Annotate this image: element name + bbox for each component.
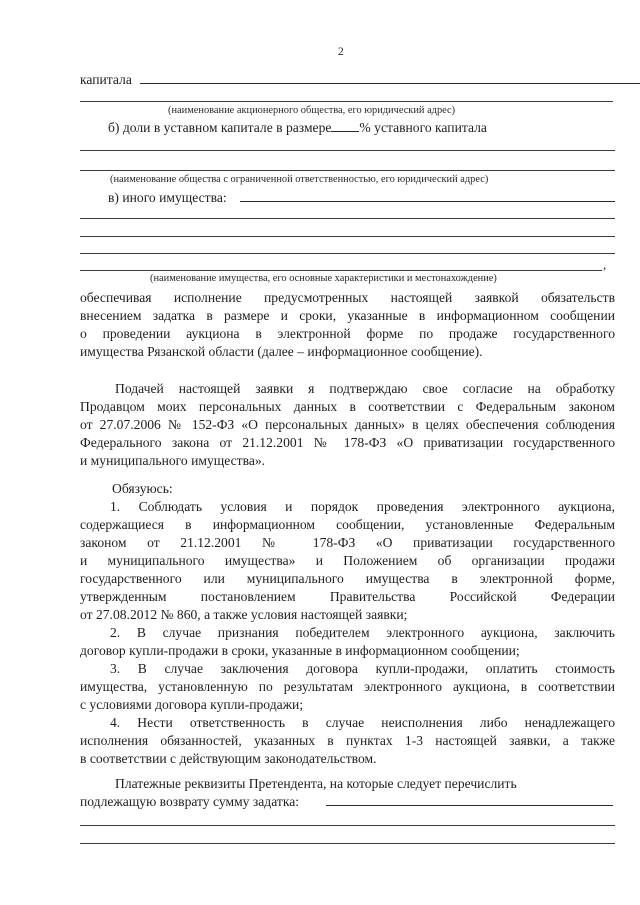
obligation-line: 3. В случае заключения договора купли-продажи, оплатить стоимость bbox=[110, 661, 615, 676]
capital-label: капитала bbox=[80, 72, 132, 87]
para2-line-3: от 27.07.2006 № 152-ФЗ «О персональных данных» в целях обеспечения соблюдения bbox=[80, 417, 615, 432]
obligation-line: исполнения обязанностей, указанных в пунктах 1-3 настоящей заявки, а также bbox=[80, 733, 615, 748]
joint-stock-caption: (наименование акционерного общества, его юридический адрес) bbox=[168, 105, 456, 116]
para1-line-2: внесением задатка в размере и сроки, указанные в информационном сообщении bbox=[80, 308, 615, 323]
property-caption: (наименование имущества, его основные характеристики и местонахождение) bbox=[150, 273, 497, 284]
share-suffix: % уставного капитала bbox=[359, 120, 487, 135]
share-percent-blank[interactable] bbox=[331, 120, 359, 132]
share-prefix: б) доли в уставном капитале в размере bbox=[108, 120, 332, 135]
payment-blank-line-3[interactable] bbox=[80, 843, 615, 844]
capital-blank-line-2[interactable] bbox=[80, 101, 613, 102]
para2-line-4: Федерального закона от 21.12.2001 № 178-ФЗ «О приватизации государственного bbox=[80, 435, 615, 450]
other-property-blank-line-5[interactable] bbox=[80, 270, 602, 271]
payment-line-1: Платежные реквизиты Претендента, на которые следует перечислить bbox=[115, 776, 517, 791]
other-property-blank-line-3[interactable] bbox=[80, 236, 615, 237]
other-property-blank-line-2[interactable] bbox=[80, 218, 615, 219]
obligation-line: 4. Нести ответственность в случае неисполнения либо ненадлежащего bbox=[110, 715, 615, 730]
para2-line-5: и муниципального имущества». bbox=[80, 453, 266, 468]
capital-line bbox=[80, 72, 615, 88]
obligation-line: государственного или муниципального имущества в электронной форме, bbox=[80, 571, 615, 586]
page-number: 2 bbox=[338, 46, 344, 58]
para1-line-3: о проведении аукциона в электронной форме по продаже государственного bbox=[80, 326, 615, 341]
payment-label: подлежащую возврату сумму задатка: bbox=[80, 794, 300, 809]
other-property-comma: , bbox=[603, 257, 607, 272]
obligations-heading: Обязуюсь: bbox=[112, 481, 173, 496]
obligation-line: законом от 21.12.2001 № 178-ФЗ «О приватизации государственного bbox=[80, 535, 615, 550]
other-property-line bbox=[108, 190, 615, 206]
para1-line-4: имущества Рязанской области (далее – информационное сообщение). bbox=[80, 344, 483, 359]
obligation-line: утвержденным постановлением Правительства Российской Федерации bbox=[80, 589, 615, 604]
obligation-line: с условиями договора купли-продажи; bbox=[80, 697, 304, 712]
obligation-line: содержащиеся в информационном сообщении, установленные Федеральным bbox=[80, 517, 615, 532]
share-blank-line-1[interactable] bbox=[80, 150, 615, 151]
other-property-label: в) иного имущества: bbox=[108, 190, 227, 205]
obligation-line: от 27.08.2012 № 860, а также условия настоящей заявки; bbox=[80, 607, 408, 622]
capital-blank-line[interactable] bbox=[140, 83, 640, 84]
other-property-blank-line-4[interactable] bbox=[80, 253, 615, 254]
obligation-line: 1. Соблюдать условия и порядок проведения электронного аукциона, bbox=[110, 499, 615, 514]
obligation-line: 2. В случае признания победителем электронного аукциона, заключить bbox=[110, 625, 615, 640]
obligation-line: в соответствии с действующим законодательством. bbox=[80, 751, 377, 766]
obligation-line: и муниципального имущества» и Положением об организации продажи bbox=[80, 553, 615, 568]
share-line bbox=[108, 120, 615, 136]
payment-blank-line[interactable] bbox=[326, 805, 613, 806]
para2-line-2: Продавцом моих персональных данных в соответствии с Федеральным законом bbox=[80, 399, 615, 414]
other-property-blank-line[interactable] bbox=[240, 201, 615, 202]
para2-line-1: Подачей настоящей заявки я подтверждаю свое согласие на обработку bbox=[115, 381, 615, 396]
llc-caption: (наименование общества с ограниченной ответственностью, его юридический адрес) bbox=[110, 174, 489, 185]
share-blank-line-2[interactable] bbox=[80, 170, 615, 171]
obligation-line: договор купли-продажи в сроки, указанные в информационном сообщении; bbox=[80, 643, 520, 658]
payment-blank-line-2[interactable] bbox=[80, 825, 615, 826]
payment-line-2 bbox=[80, 794, 615, 810]
obligation-line: имущества, установленную по результатам электронного аукциона, в соответствии bbox=[80, 679, 615, 694]
para1-line-1: обеспечивая исполнение предусмотренных настоящей заявкой обязательств bbox=[80, 290, 615, 305]
